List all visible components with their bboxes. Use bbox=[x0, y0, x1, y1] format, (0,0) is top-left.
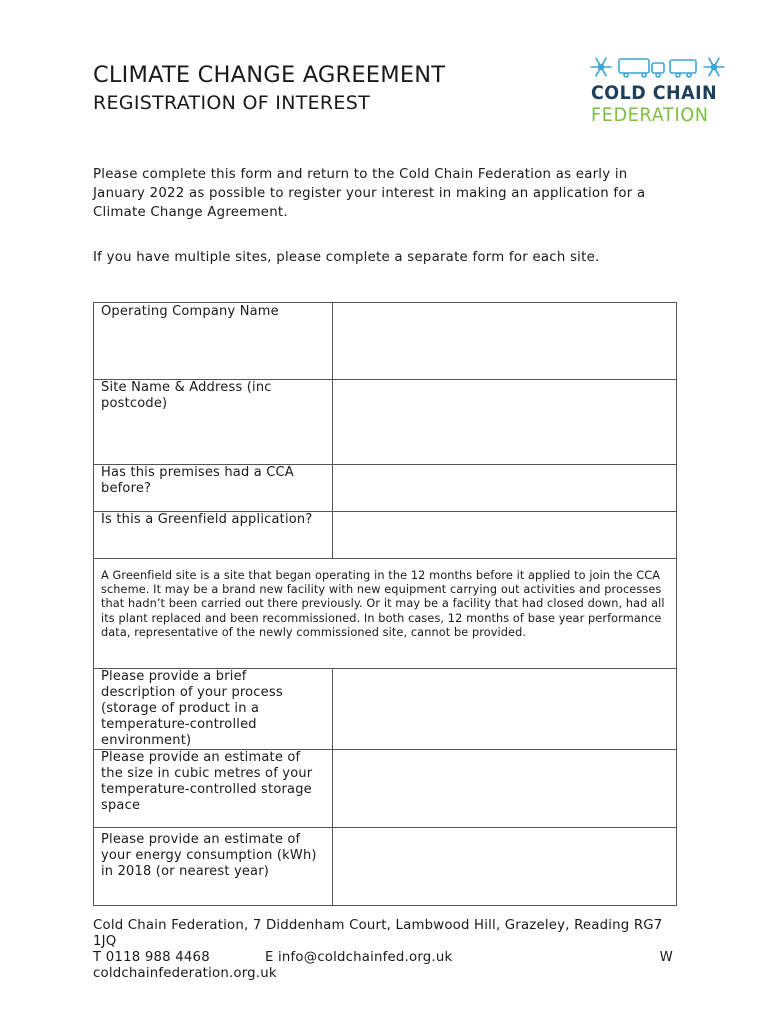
footer-contact-row bbox=[93, 950, 673, 966]
footer-phone: T 0118 988 4468 bbox=[93, 950, 210, 965]
field-label: Site Name & Address (inc postcode) bbox=[94, 380, 333, 465]
form-row-greenfield bbox=[94, 512, 677, 559]
truck-icon bbox=[619, 59, 664, 77]
greenfield-definition: A Greenfield site is a site that began operating in the 12 months before it applied to join the CCA scheme. It may be a brand new facility with new equipment carrying out activities and processes that hadn’t been carried out there previously. Or it may be a facility that had closed down, had all its plant replaced and been recommissioned. In both cases, 12 months of base year performance data, representative of the newly commissioned site, cannot be provided. bbox=[94, 559, 677, 669]
logo-text-cold-chain: COLD CHAIN bbox=[591, 82, 718, 104]
registration-form-table bbox=[93, 302, 677, 906]
field-label: Please provide an estimate of the size in cubic metres of your temperature-controlled storage space bbox=[94, 750, 333, 828]
form-row-process-description bbox=[94, 669, 677, 750]
form-row-storage-size bbox=[94, 750, 677, 828]
form-row-energy-consumption bbox=[94, 828, 677, 906]
field-label: Please provide a brief description of your process (storage of product in a temperature-controlled environment) bbox=[94, 669, 333, 750]
form-row-site-address bbox=[94, 380, 677, 465]
intro-paragraph: Please complete this form and return to the Cold Chain Federation as early in January 2022 as possible to register your interest in making an application for a Climate Change Agreement. bbox=[93, 167, 646, 220]
footer-website[interactable]: coldchainfederation.org.uk bbox=[93, 966, 277, 981]
company-name-field[interactable] bbox=[333, 303, 677, 380]
field-label: Has this premises had a CCA before? bbox=[94, 465, 333, 512]
footer-contact bbox=[93, 918, 673, 982]
snowflake-icon bbox=[704, 58, 724, 75]
field-label: Please provide an estimate of your energy consumption (kWh) in 2018 (or nearest year) bbox=[94, 828, 333, 906]
previous-cca-field[interactable] bbox=[333, 465, 677, 512]
form-row-greenfield-note bbox=[94, 559, 677, 669]
document-subtitle: REGISTRATION OF INTEREST bbox=[93, 92, 370, 114]
greenfield-field[interactable] bbox=[333, 512, 677, 559]
process-description-field[interactable] bbox=[333, 669, 677, 750]
form-row-company-name bbox=[94, 303, 677, 380]
storage-size-field[interactable] bbox=[333, 750, 677, 828]
trailer-icon bbox=[670, 60, 696, 77]
document-title: CLIMATE CHANGE AGREEMENT bbox=[93, 62, 446, 88]
field-label: Is this a Greenfield application? bbox=[94, 512, 333, 559]
site-address-field[interactable] bbox=[333, 380, 677, 465]
field-label: Operating Company Name bbox=[94, 303, 333, 380]
footer-web-label: W bbox=[659, 950, 673, 965]
footer-email[interactable]: E info@coldchainfed.org.uk bbox=[265, 950, 453, 965]
form-row-previous-cca bbox=[94, 465, 677, 512]
cold-chain-federation-logo bbox=[586, 54, 731, 128]
logo-text-federation: FEDERATION bbox=[591, 104, 709, 126]
energy-consumption-field[interactable] bbox=[333, 828, 677, 906]
snowflake-icon bbox=[591, 58, 611, 75]
multiple-sites-note: If you have multiple sites, please complete a separate form for each site. bbox=[93, 250, 600, 265]
footer-address: Cold Chain Federation, 7 Diddenham Court, Lambwood Hill, Grazeley, Reading RG7 1JQ bbox=[93, 918, 663, 949]
logo-icon-strip bbox=[586, 54, 731, 82]
